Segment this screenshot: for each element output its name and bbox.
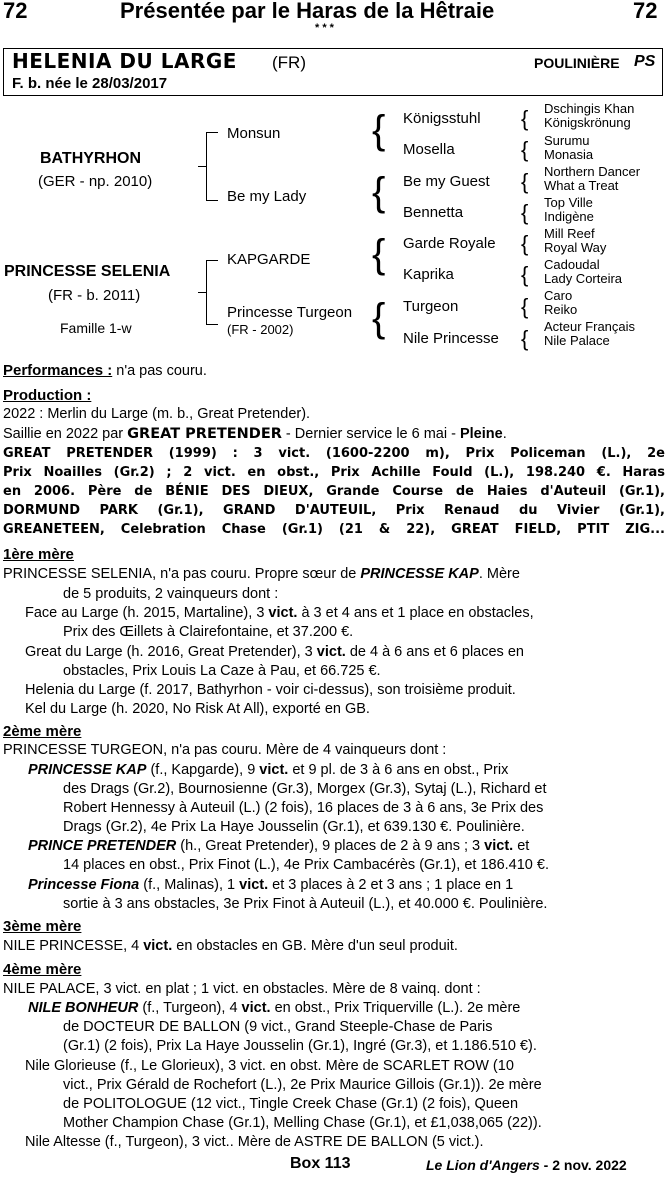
horse-ref: PRINCE PRETENDER [28, 838, 177, 854]
brace: { [372, 170, 386, 214]
text: NILE PRINCESSE, 4 [3, 938, 144, 954]
pedigree-g4: What a Treat [544, 178, 619, 193]
text: . [502, 426, 507, 442]
stallion-bio: GREAT PRETENDER (1999) : 3 vict. (1600-2200 m), Prix Policeman (L.), 2e [3, 446, 665, 461]
pedigree-g4: Mill Reef [544, 226, 595, 241]
stallion-bio: DORMUND PARK (Gr.1), GRAND D'AUTEUIL, Prix Renaud du Vivier (Gr.1), [3, 503, 665, 518]
m4-product: Mother Champion Chase (Gr.1), Melling Chase (Gr.1), et £1,038,065 (22)). [63, 1115, 542, 1131]
horse-status: POULINIÈRE [534, 55, 620, 71]
pedigree-g2: Princesse Turgeon [227, 304, 353, 321]
text: en obst., Prix Triquerville (L.). 2e mère [270, 1000, 521, 1016]
text: (f., Kapgarde), 9 [146, 762, 260, 778]
text: PRINCESSE SELENIA, n'a pas couru. Propre sœur de [3, 566, 361, 582]
m3-heading [3, 917, 665, 937]
pedigree-g2: Monsun [227, 125, 281, 142]
m2-product: sortie à 3 ans obstacles, 3e Prix Finot à Auteuil (L.), et 40.000 €. Poulinière. [63, 896, 548, 912]
pedigree-g2: KAPGARDE [227, 251, 311, 268]
text: en obstacles en GB. Mère d'un seul produit. [172, 938, 458, 954]
pedigree-g4: Monasia [544, 147, 594, 162]
m1-product: Kel du Large (h. 2020, No Risk At All), exporté en GB. [25, 701, 370, 717]
text: (h., Great Pretender), 9 places de 2 à 9 ans ; 3 [176, 838, 485, 854]
production-line [3, 424, 665, 444]
m4-product: (Gr.1) (2 fois), Prix La Haye Jousselin (Gr.1), Ingré (Gr.3), et 1.186.510 €). [63, 1038, 537, 1054]
brace: { [521, 169, 529, 194]
m1-label: 1ère mère [3, 546, 74, 563]
m4-product: de POLITOLOGUE (12 vict., Tingle Creek Chase (Gr.1) (2 fois), Queen [63, 1096, 519, 1112]
m2-product [3, 836, 665, 856]
m1-product: Helenia du Large (f. 2017, Bathyrhon - voir ci-dessus), son troisième produit. [25, 682, 516, 698]
brace: { [521, 262, 529, 287]
pedigree-g4: Dschingis Khan [544, 101, 635, 116]
text: et 9 pl. de 3 à 6 ans en obst., Prix [288, 762, 509, 778]
horse-ref: PRINCESSE KAP [360, 566, 479, 582]
bracket [206, 132, 207, 200]
pedigree-g4: Indigène [544, 209, 594, 224]
dam-name: PRINCESSE SELENIA [4, 263, 171, 280]
performances [3, 361, 665, 381]
bracket [206, 324, 218, 325]
pedigree-g4: Cadoudal [544, 257, 600, 272]
text: vict. [143, 938, 173, 954]
pedigree-g4: Acteur Français [544, 319, 636, 334]
m3-line [3, 936, 665, 956]
text: à 3 et 4 ans et 1 place en obstacles, [297, 605, 534, 621]
m4-heading [3, 960, 665, 980]
bracket [198, 292, 206, 293]
m4-product: Nile Glorieuse (f., Le Glorieux), 3 vict. en obst. Mère de SCARLET ROW (10 [25, 1058, 514, 1074]
m1-heading [3, 545, 665, 565]
brace: { [521, 106, 529, 131]
pedigree-g2-info: (FR - 2002) [227, 322, 294, 337]
text: Great du Large (h. 2016, Great Pretender), 3 [25, 644, 317, 660]
text: et [513, 838, 530, 854]
pedigree-g4: Royal Way [544, 240, 607, 255]
text: vict. [484, 838, 514, 854]
m1-line: de 5 produits, 2 vainqueurs dont : [63, 586, 279, 602]
horse-ref: Princesse Fiona [28, 877, 140, 893]
sale-name: Le Lion d'Angers [426, 1157, 540, 1173]
pedigree-g4: Northern Dancer [544, 164, 641, 179]
stallion-bio: en 2006. Père de BÉNIE DES DIEUX, Grande Course de Haies d'Auteuil (Gr.1), [3, 484, 665, 499]
pedigree-g2: Be my Lady [227, 188, 307, 205]
text: (f., Turgeon), 4 [138, 1000, 242, 1016]
m2-product: Robert Hennessy à Auteuil (L.) (2 fois), 16 places de 3 à 6 ans, 3e Prix des [63, 800, 544, 816]
lot-number-right: 72 [633, 0, 658, 23]
pedigree-g4: Reiko [544, 302, 578, 317]
stallion-bio: Prix Noailles (Gr.2) ; 2 vict. en obst., Prix Achille Fould (L.), 198.240 €. Haras [3, 465, 665, 480]
m2-product [3, 760, 665, 780]
m2-product: Drags (Gr.2), 4e Prix La Haye Jousselin (Gr.1), et 639.130 €. Poulinière. [63, 819, 525, 835]
sale-date: - 2 nov. 2022 [539, 1157, 627, 1173]
footer-sale [426, 1157, 627, 1173]
m2-product: des Drags (Gr.2), Bournosienne (Gr.3), Morgex (Gr.3), Sytaj (L.), Richard et [63, 781, 547, 797]
page-title: Présentée par le Haras de la Hêtraie [120, 0, 495, 23]
brace: { [521, 294, 529, 319]
m2-label: 2ème mère [3, 723, 82, 740]
production-heading [3, 386, 665, 406]
pedigree-g4: Nile Palace [544, 333, 610, 348]
pedigree-g4: Caro [544, 288, 573, 303]
brace: { [372, 296, 386, 340]
production-label: Production : [3, 387, 92, 404]
pedigree-g3: Turgeon [403, 298, 459, 315]
text: vict. [316, 644, 346, 660]
m1-line [3, 564, 665, 584]
bracket [206, 132, 218, 133]
m4-line: NILE PALACE, 3 vict. en plat ; 1 vict. en obstacles. Mère de 8 vainq. dont : [3, 981, 481, 997]
text: vict. [259, 762, 289, 778]
famille: Famille 1-w [60, 320, 132, 336]
m4-product [3, 998, 665, 1018]
production-line: 2022 : Merlin du Large (m. b., Great Pretender). [3, 406, 311, 422]
lot-number-left: 72 [3, 0, 28, 23]
sire-info: (GER - np. 2010) [38, 173, 153, 190]
horse-ref: PRINCESSE KAP [28, 762, 147, 778]
m4-product: Nile Altesse (f., Turgeon), 3 vict.. Mère de ASTRE DE BALLON (5 vict.). [25, 1134, 484, 1150]
text: - Dernier service le 6 mai - [281, 426, 460, 442]
m4-label: 4ème mère [3, 961, 82, 978]
stars: * * * [315, 22, 334, 34]
m1-product: Prix des Œillets à Clairefontaine, et 37.200 €. [63, 624, 354, 640]
pedigree-g4: Top Ville [544, 195, 593, 210]
brace: { [521, 200, 529, 225]
status-text: Pleine [459, 426, 503, 442]
stallion-name: GREAT PRETENDER [127, 426, 282, 442]
horse-ref: NILE BONHEUR [28, 1000, 139, 1016]
performances-label: Performances : [3, 362, 113, 379]
pedigree-g3: Königsstuhl [403, 110, 481, 127]
pedigree-g3: Be my Guest [403, 173, 490, 190]
performances-text: n'a pas couru. [116, 363, 207, 379]
pedigree-g4: Lady Corteira [544, 271, 623, 286]
text: de 4 à 6 ans et 6 places en [345, 644, 524, 660]
m1-product [3, 603, 665, 623]
brace: { [521, 326, 529, 351]
sire-name: BATHYRHON [40, 150, 142, 167]
m4-product: vict., Prix Gérald de Rochefort (L.), 2e Prix Maurice Gillois (Gr.1)). 2e mère [63, 1077, 542, 1093]
pedigree-g4: Surumu [544, 133, 590, 148]
bracket [198, 166, 206, 167]
text: Face au Large (h. 2015, Martaline), 3 [25, 605, 269, 621]
pedigree-g3: Garde Royale [403, 235, 496, 252]
box-number: Box 113 [290, 1155, 351, 1172]
text: vict. [239, 877, 269, 893]
text: vict. [268, 605, 298, 621]
m4-product: de DOCTEUR DE BALLON (9 vict., Grand Steeple-Chase de Paris [63, 1019, 493, 1035]
m2-product: 14 places en obst., Prix Finot (L.), 4e Prix Cambacérès (Gr.1), et 186.410 €. [63, 857, 549, 873]
m2-product [3, 875, 665, 895]
m3-label: 3ème mère [3, 918, 82, 935]
pedigree-g3: Bennetta [403, 204, 464, 221]
brace: { [372, 108, 386, 152]
pedigree-g3: Kaprika [403, 266, 454, 283]
bracket [206, 260, 218, 261]
brace: { [372, 232, 386, 276]
m2-heading [3, 722, 665, 742]
pedigree-g4: Königskrönung [544, 115, 631, 130]
bracket [206, 200, 218, 201]
bracket [206, 260, 207, 324]
horse-country: (FR) [272, 53, 306, 72]
birth-info: F. b. née le 28/03/2017 [12, 75, 168, 92]
pedigree-g3: Nile Princesse [403, 330, 499, 347]
stallion-bio: GREANETEEN, Celebration Chase (Gr.1) (21 & 22), GREAT FIELD, PTIT ZIG... [3, 522, 665, 537]
text: Saillie en 2022 par [3, 426, 128, 442]
m1-product: obstacles, Prix Louis La Caze à Pau, et 66.725 €. [63, 663, 381, 679]
brace: { [521, 231, 529, 256]
brace: { [521, 137, 529, 162]
text: (f., Malinas), 1 [139, 877, 240, 893]
pedigree-g3: Mosella [403, 141, 455, 158]
text: et 3 places à 2 et 3 ans ; 1 place en 1 [268, 877, 514, 893]
horse-name: HELENIA DU LARGE [12, 49, 237, 73]
text: . Mère [478, 566, 520, 582]
status-code: PS [634, 53, 656, 70]
dam-info: (FR - b. 2011) [48, 287, 141, 304]
m1-product [3, 642, 665, 662]
text: vict. [241, 1000, 271, 1016]
m2-line: PRINCESSE TURGEON, n'a pas couru. Mère de 4 vainqueurs dont : [3, 742, 447, 758]
